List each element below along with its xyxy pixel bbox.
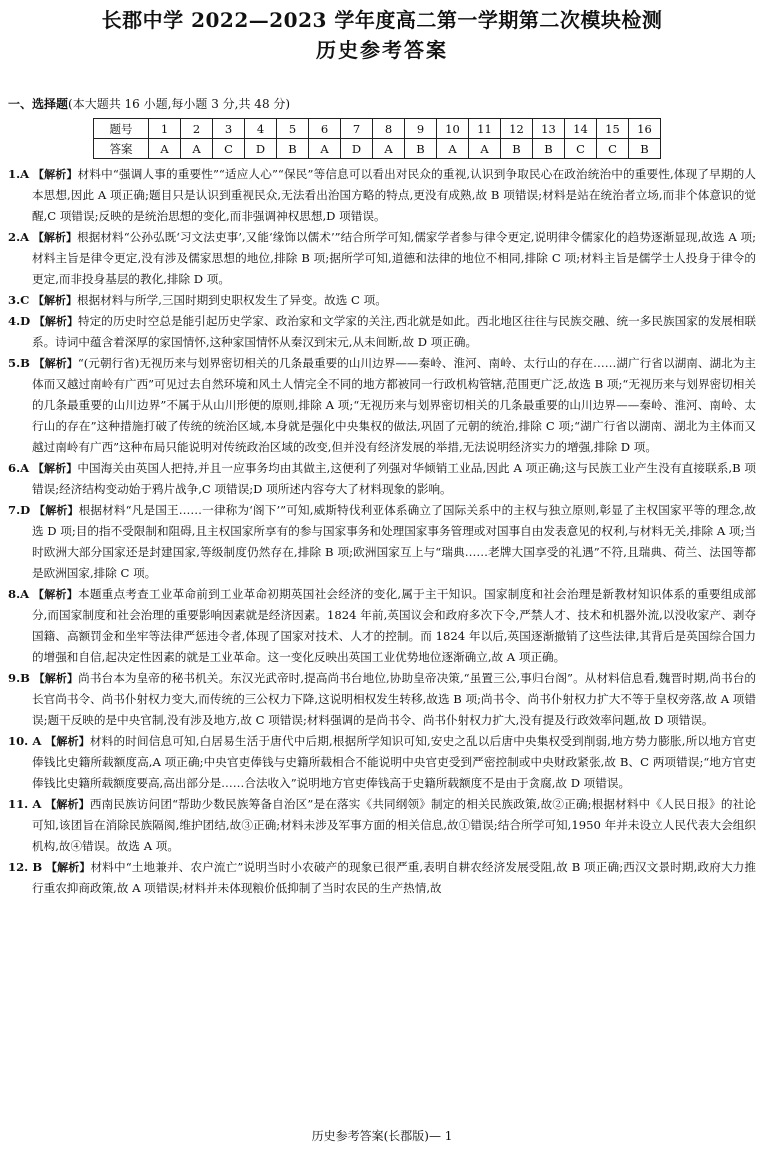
analysis-tag: 【解析】 — [33, 294, 78, 307]
answer-cell: A — [309, 139, 341, 159]
answer-cell: C — [213, 139, 245, 159]
item-number: 5.B — [8, 356, 30, 370]
answer-cell: B — [501, 139, 533, 159]
item-number: 9.B — [8, 671, 30, 685]
item-text: 材料中“强调人事的重要性”“适应人心”“保民”等信息可以看出对民众的重视,认识到争取民心在政治统治中的重要性,体现了早期的人本思想,因此 A 项正确;题目只是认识到重视民众,无法看出治国方略的特点,更没有成熟,故 B 项错误;材料是站在统治者立场,而非个体意识的觉醒,C 项错误;反映的是统治思想的变化,而非强调神权思想,D 项错误。 — [32, 167, 757, 223]
answer-table — [93, 118, 661, 159]
answer-cell: B — [277, 139, 309, 159]
question-number: 4 — [245, 119, 277, 139]
question-number: 16 — [629, 119, 661, 139]
answer-cell: B — [629, 139, 661, 159]
item-text: 根据材料“公孙弘既‘习文法吏事’,又能‘缘饰以儒术’”结合所学可知,儒家学者参与律令更定,说明律令儒家化的趋势逐渐显现,故选 A 项;材料主旨是律令更定,没有涉及儒家思想的地位,排除 B 项;据所学可知,道德和法律的地位不相同,排除 C 项;材料主旨是儒学士人投身于律令的更定,而非投身基层的教化,排除 D 项。 — [32, 230, 757, 286]
explanation-item — [8, 458, 756, 500]
item-text: “(元朝行省)无视历来与划界密切相关的几条最重要的山川边界——秦岭、淮河、南岭、太行山的存在……湖广行省以湖南、湖北为主体而又越过南岭有广西”可见过去自然环境和风土人情完全不同的地方都被同一行政机构管辖,范围更广泛,故选 B 项;“无视历来与划界密切相关的几条最重要的山川边界”不属于从山川形便的原则,排除 A 项;“无视历来与划界密切相关的几条最重要的山川边界——秦岭、淮河、南岭、太行山的存在”这种措施打破了传统的统治区域,本身就是强化中央集权的做法,巩固了元朝的统治,排除 C 项;“湖广行省以湖南、湖北为主体而又越过南岭有广西”这种布局只能说明对传统政治区域的改变,但并没有经济发展的举措,无法说明经济实力的增强,排除 D 项。 — [32, 356, 757, 454]
analysis-tag: 【解析】 — [34, 504, 79, 517]
section-label: 一、选择题 — [8, 97, 69, 111]
item-text: 尚书台本为皇帝的秘书机关。东汉光武帝时,提高尚书台地位,协助皇帝决策,“虽置三公,事归台阁”。从材料信息看,魏晋时期,尚书台的长官尚书令、尚书仆射权力变大,而传统的三公权力下降,这说明相权发生转移,故选 B 项;尚书令、尚书仆射权力扩大不等于皇权旁落,故 A 项错误;题干反映的是中央官制,没有涉及地方,故 C 项错误;材料强调的是尚书令、尚书仆射权力扩大,没有提及行政效率问题,故 D 项错误。 — [32, 671, 757, 727]
analysis-tag: 【解析】 — [33, 315, 79, 328]
explanation-item — [8, 668, 756, 731]
item-number: 12. B — [8, 860, 43, 874]
section-heading — [8, 96, 290, 112]
analysis-tag: 【解析】 — [33, 588, 78, 601]
explanation-item — [8, 290, 756, 311]
explanation-item — [8, 500, 756, 584]
answer-cell: D — [341, 139, 373, 159]
item-text: 中国海关由英国人把持,并且一应事务均由其做主,这便利了列强对华倾销工业品,因此 A 项正确;这与民族工业产生没有直接联系,B 项错误;经济结构变动始于鸦片战争,C 项错误;D 项所述内容夸大了材料现象的影响。 — [32, 461, 757, 496]
explanation-item — [8, 731, 756, 794]
item-text: 西南民族访问团“帮助少数民族筹备自治区”是在落实《共同纲领》制定的相关民族政策,故②正确;根据材料中《人民日报》的社论可知,该团旨在消除民族隔阂,维护团结,故③正确;材料未涉及军事方面的相关信息,故①错误;结合所学可知,1950 年并未设立人民代表大会组织机构,故④错误。故选 A 项。 — [32, 797, 756, 853]
item-number: 6.A — [8, 461, 30, 475]
question-number: 15 — [597, 119, 629, 139]
item-text: 本题重点考查工业革命前到工业革命初期英国社会经济的变化,属于主干知识。国家制度和社会治理是新教材知识体系的重要组成部分,而国家制度和社会治理的重要影响因素就是经济因素。1824 年前,英国议会和政府多次下令,严禁人才、技术和机器外流,以没收家产、剥夺国籍、高额罚金和坐牢等法律严惩违令者,体现了国家对技术、人才的控制。而 1824 年以后,英国逐渐撤销了这些法律,其背后是英国综合国力的增强和自信,起决定性因素的就是工业革命。这一变化反映出英国工业优势地位逐渐确立,故 A 项正确。 — [32, 587, 756, 664]
section-note: (本大题共 16 小题,每小题 3 分,共 48 分) — [68, 97, 291, 111]
question-number: 7 — [341, 119, 373, 139]
number-row-label: 题号 — [94, 119, 149, 139]
answer-cell: A — [469, 139, 501, 159]
analysis-tag: 【解析】 — [33, 357, 78, 370]
document-title: 长郡中学 2022—2023 学年度高二第一学期第二次模块检测 — [101, 8, 663, 32]
answer-cell: A — [437, 139, 469, 159]
item-text: 根据材料与所学,三国时期到史职权发生了异变。故选 C 项。 — [77, 293, 387, 307]
answer-cell: B — [533, 139, 565, 159]
question-number: 9 — [405, 119, 437, 139]
explanation-item — [8, 311, 756, 353]
analysis-tag: 【解析】 — [32, 168, 78, 181]
item-number: 10. A — [8, 734, 42, 748]
question-number: 11 — [469, 119, 501, 139]
question-number: 5 — [277, 119, 309, 139]
explanation-item — [8, 857, 756, 899]
question-number: 12 — [501, 119, 533, 139]
item-text: 材料的时间信息可知,白居易生活于唐代中后期,根据所学知识可知,安史之乱以后唐中央集权受到削弱,地方势力膨胀,所以地方官吏俸钱比史籍所载额度高,A 项正确;中央官吏俸钱与史籍所载相合不能说明中央官吏受到严密控制或中央财政紧张,故 B、C 两项错误;“地方官吏俸钱比史籍所载额度要高,高出部分是……合法收入”说明地方官吏俸钱高于史籍所载额度不是由于贪腐,故 D 项错误。 — [32, 734, 757, 790]
analysis-tag: 【解析】 — [45, 735, 90, 748]
answer-cell: A — [181, 139, 213, 159]
question-number: 3 — [213, 119, 245, 139]
question-number: 14 — [565, 119, 597, 139]
explanation-list — [8, 164, 756, 899]
question-number: 1 — [149, 119, 181, 139]
explanation-item — [8, 794, 756, 857]
item-number: 7.D — [8, 503, 31, 517]
answer-cell: A — [373, 139, 405, 159]
item-number: 2.A — [8, 230, 30, 244]
item-text: 根据材料“凡是国王……一律称为‘阁下’”可知,威斯特伐利亚体系确立了国际关系中的主权与独立原则,彰显了主权国家平等的理念,故选 D 项;目的指不受限制和阻碍,且主权国家所享有的参与国家事务和处理国家事务管理或对国事自由发表意见的权利,与材料无关,排除 A 项;当时欧洲大部分国家还是封建国家,等级制度仍然存在,排除 B 项;欧洲国家互上与“瑞典……老牌大国享受的礼遇”不符,且瑞典、荷兰、法国等都是欧洲国家,排除 C 项。 — [32, 503, 757, 580]
question-number: 6 — [309, 119, 341, 139]
item-text: 材料中“土地兼并、农户流亡”说明当时小农破产的现象已很严重,表明自耕农经济发展受阻,故 B 项正确;西汉文景时期,政府大力推行重农抑商政策,故 A 项错误;材料并未体现粮价低抑制了当时农民的生产热情,故 — [32, 860, 757, 895]
item-text: 特定的历史时空总是能引起历史学家、政治家和文学家的关注,西北就是如此。西北地区往往与民族交融、统一多民族国家的发展相联系。诗词中蕴含着深厚的家国情怀,这种家国情怀从秦汉到宋元,从未间断,故 D 项正确。 — [32, 314, 756, 349]
item-number: 4.D — [8, 314, 31, 328]
item-number: 8.A — [8, 587, 30, 601]
answer-cell: B — [405, 139, 437, 159]
question-number: 2 — [181, 119, 213, 139]
analysis-tag: 【解析】 — [32, 231, 78, 244]
answer-cell: C — [565, 139, 597, 159]
page-footer: 历史参考答案(长郡版)— 1 — [311, 1129, 453, 1143]
explanation-item — [8, 353, 756, 458]
answer-row-label: 答案 — [94, 139, 149, 159]
explanation-item — [8, 227, 756, 290]
item-number: 1.A — [8, 167, 30, 181]
item-number: 11. A — [8, 797, 42, 811]
explanation-item — [8, 584, 756, 668]
analysis-tag: 【解析】 — [32, 462, 78, 475]
answer-table-number-row — [94, 119, 661, 139]
item-number: 3.C — [8, 293, 30, 307]
explanation-item — [8, 164, 756, 227]
question-number: 10 — [437, 119, 469, 139]
document-subtitle: 历史参考答案 — [316, 38, 448, 62]
question-number: 8 — [373, 119, 405, 139]
answer-cell: D — [245, 139, 277, 159]
analysis-tag: 【解析】 — [45, 798, 90, 811]
analysis-tag: 【解析】 — [45, 861, 91, 874]
analysis-tag: 【解析】 — [33, 672, 79, 685]
answer-cell: C — [597, 139, 629, 159]
question-number: 13 — [533, 119, 565, 139]
answer-table-answer-row — [94, 139, 661, 159]
answer-cell: A — [149, 139, 181, 159]
